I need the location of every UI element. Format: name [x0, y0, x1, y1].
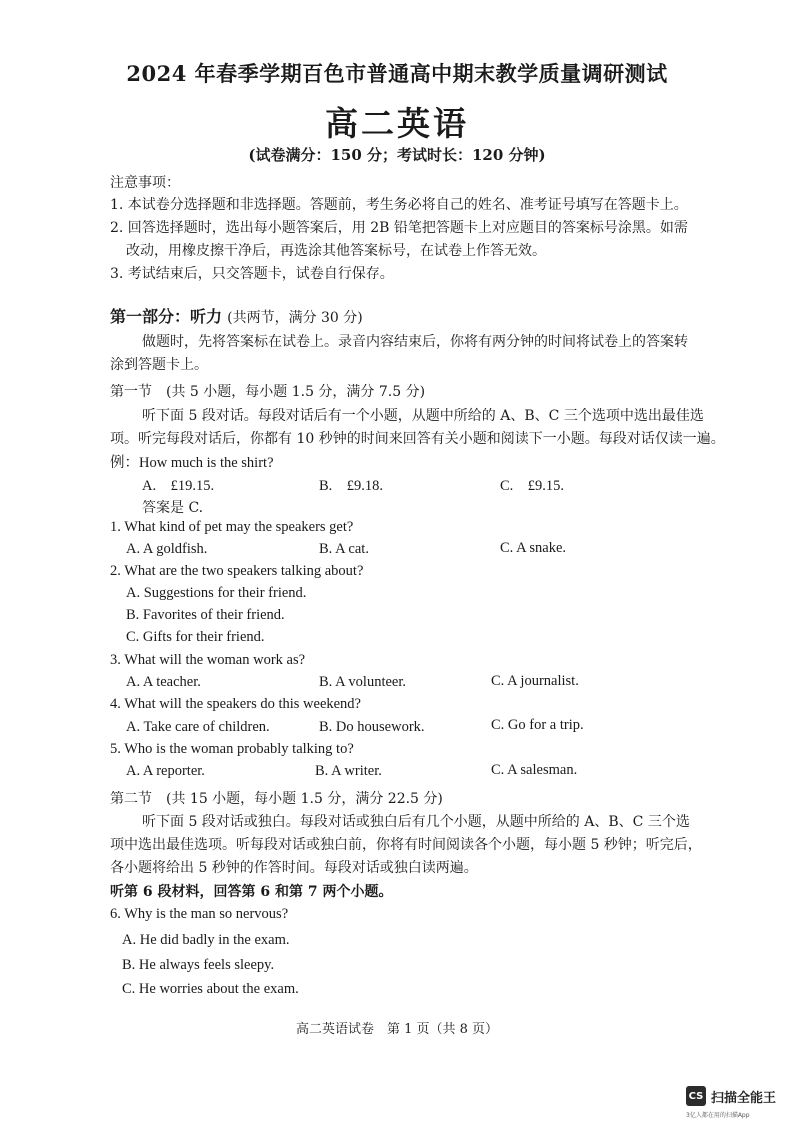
question-1-option-c: C. A snake. — [500, 540, 567, 556]
exam-title: 2024 年春季学期百色市普通高中期末教学质量调研测试 — [126, 61, 668, 86]
part1-heading-note: (共两节，满分 30 分) — [227, 310, 363, 326]
subject-title: 高二英语 — [325, 104, 469, 143]
question-6-option-b: B. He always feels sleepy. — [122, 957, 275, 973]
example-option-c: C. £9.15. — [500, 478, 565, 494]
section2-intro-line1: 听下面 5 段对话或独白。每段对话或独白后有几个小题，从题中所给的 A、B、C 三个选 — [142, 814, 690, 830]
notice-item-2-cont: 改动，用橡皮擦干净后，再选涂其他答案标号，在试卷上作答无效。 — [126, 243, 546, 259]
example-option-a: A. £19.15. — [142, 478, 215, 494]
exam-info: (试卷满分：150 分；考试时长：120 分钟) — [248, 146, 546, 164]
question-2-option-a: A. Suggestions for their friend. — [126, 585, 307, 601]
section1-heading: 第一节 (共 5 小题，每小题 1.5 分，满分 7.5 分) — [110, 384, 426, 400]
question-4-option-a: A. Take care of children. — [126, 719, 270, 735]
scanner-tagline: 3亿人都在用的扫描App — [686, 1112, 750, 1119]
cs-logo-icon: CS — [686, 1086, 706, 1106]
section2-heading: 第二节 (共 15 小题，每小题 1.5 分，满分 22.5 分) — [110, 791, 443, 807]
page-footer: 高二英语试卷 第 1 页（共 8 页） — [295, 1022, 499, 1037]
notice-item-3: 3. 考试结束后，只交答题卡，试卷自行保存。 — [110, 266, 394, 282]
question-1-option-a: A. A goldfish. — [126, 541, 208, 557]
part1-intro-line2: 涂到答题卡上。 — [110, 357, 208, 373]
question-1: 1. What kind of pet may the speakers get? — [110, 519, 354, 535]
question-4: 4. What will the speakers do this weekend? — [110, 696, 361, 712]
question-1-option-b: B. A cat. — [319, 541, 369, 557]
example-question: 例：How much is the shirt? — [110, 455, 274, 471]
part1-heading-title: 第一部分：听力 — [110, 307, 223, 326]
scanner-watermark — [686, 1086, 776, 1106]
question-2-option-b: B. Favorites of their friend. — [126, 607, 285, 623]
question-6: 6. Why is the man so nervous? — [110, 906, 289, 922]
question-5: 5. Who is the woman probably talking to? — [110, 741, 354, 757]
question-4-option-b: B. Do housework. — [319, 719, 425, 735]
question-5-option-b: B. A writer. — [315, 763, 382, 779]
question-4-option-c: C. Go for a trip. — [491, 717, 584, 733]
part1-intro-line1: 做题时，先将答案标在试卷上。录音内容结束后，你将有两分钟的时间将试卷上的答案转 — [142, 334, 688, 350]
example-answer: 答案是 C. — [142, 500, 204, 516]
question-3-option-a: A. A teacher. — [126, 674, 201, 690]
notice-item-2: 2. 回答选择题时，选出每小题答案后，用 2B 铅笔把答题卡上对应题目的答案标号涂黑。如需 — [110, 220, 688, 236]
material-6-instruction: 听第 6 段材料，回答第 6 和第 7 两个小题。 — [110, 884, 393, 900]
question-6-option-c: C. He worries about the exam. — [122, 981, 299, 997]
section1-intro-line2: 项。听完每段对话后，你都有 10 秒钟的时间来回答有关小题和阅读下一小题。每段对话仅读一遍。 — [110, 431, 725, 447]
section2-intro-line3: 各小题将给出 5 秒钟的作答时间。每段对话或独白读两遍。 — [110, 860, 478, 876]
part1-heading — [110, 304, 363, 327]
question-3-option-c: C. A journalist. — [491, 673, 579, 689]
question-6-option-a: A. He did badly in the exam. — [122, 932, 290, 948]
question-5-option-c: C. A salesman. — [491, 762, 578, 778]
question-2-option-c: C. Gifts for their friend. — [126, 629, 265, 645]
section2-intro-line2: 项中选出最佳选项。听每段对话或独白前，你将有时间阅读各个小题，每小题 5 秒钟；听完后， — [110, 837, 702, 853]
question-2: 2. What are the two speakers talking about? — [110, 563, 364, 579]
question-3-option-b: B. A volunteer. — [319, 674, 406, 690]
scanner-app-name: 扫描全能王 — [711, 1090, 777, 1106]
question-5-option-a: A. A reporter. — [126, 763, 205, 779]
notice-item-1: 1. 本试卷分选择题和非选择题。答题前，考生务必将自己的姓名、准考证号填写在答题卡上。 — [110, 197, 688, 213]
example-option-b: B. £9.18. — [319, 478, 384, 494]
notice-heading: 注意事项： — [110, 175, 180, 191]
question-3: 3. What will the woman work as? — [110, 652, 306, 668]
section1-intro-line1: 听下面 5 段对话。每段对话后有一个小题，从题中所给的 A、B、C 三个选项中选出最佳选 — [142, 408, 704, 424]
